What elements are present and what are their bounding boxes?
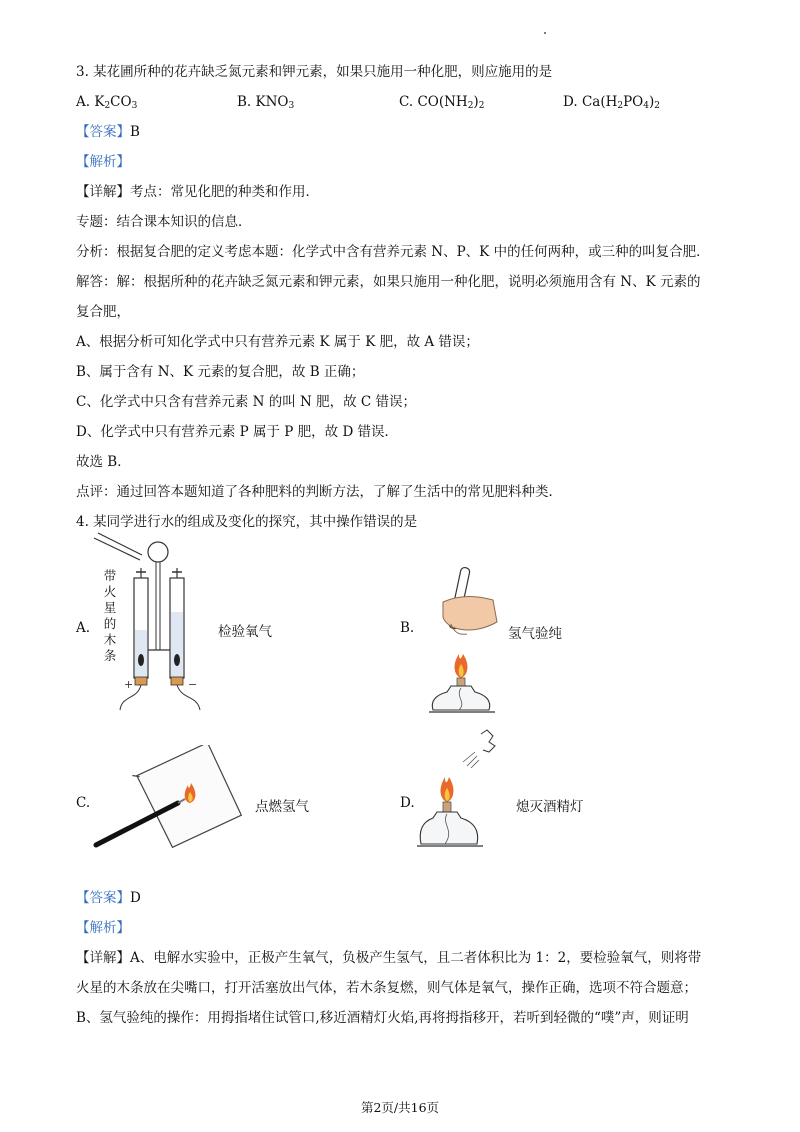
detail-tag: 【详解】 [76, 950, 130, 966]
q3-line: B、属于含有 N、K 元素的复合肥，故 B 正确； [76, 364, 365, 380]
q4-line: 火星的木条放在尖嘴口，打开活塞放出气体，若木条复燃，则气体是氧气，操作正确，选项不符合题意； [76, 980, 697, 996]
q4-option-a-caption: 检验氧气 [218, 624, 272, 640]
q4-line: B、氢气验纯的操作：用拇指堵住试管口,移近酒精灯火焰,再将拇指移开，若听到轻微的“噗”声，则证明 [76, 1010, 689, 1026]
q4-answer: 【答案】D [76, 890, 141, 906]
q4-option-d-caption: 熄灭酒精灯 [516, 799, 584, 815]
q3-option-c: C. $CO(NH_2)_2$ [399, 94, 485, 111]
q3-answer: 【答案】B [76, 124, 140, 140]
q4-option-c-caption: 点燃氢气 [255, 799, 309, 815]
igniting-hydrogen-illustration [90, 745, 245, 857]
extinguish-alcohol-lamp-illustration [415, 722, 515, 857]
q3-line: C、化学式中只含有营养元素 N 的叫 N 肥，故 C 错误； [76, 394, 417, 410]
q3-analysis-tag: 【解析】 [76, 154, 130, 170]
answer-tag: 【答案】 [76, 124, 130, 140]
q4-option-d-letter: D. [400, 795, 415, 811]
q3-line: 点评：通过回答本题知道了各种肥料的判断方法，了解了生活中的常见肥料种类． [76, 484, 562, 500]
plus-sign: + [124, 678, 134, 691]
q3-option-d: D. $Ca(H_2PO_4)_2$ [563, 94, 660, 111]
q4-stem: 4. 某同学进行水的组成及变化的探究，其中操作错误的是 [76, 514, 418, 530]
q3-detail: 【详解】考点：常见化肥的种类和作用． [76, 184, 319, 200]
q3-line: 故选 B． [76, 454, 131, 470]
q4-analysis-tag: 【解析】 [76, 920, 130, 936]
q3-line: 复合肥， [76, 304, 130, 320]
q3-line: A、根据分析可知化学式中只有营养元素 K 属于 K 肥，故 A 错误； [76, 334, 479, 350]
q4-option-b-caption: 氢气验纯 [508, 626, 562, 642]
q3-option-a: A. $K_2CO_3$ [76, 94, 138, 111]
q3-line: 分析：根据复合肥的定义考虑本题：化学式中含有营养元素 N、P、K 中的任何两种，或三种的叫复合肥． [76, 244, 710, 260]
page-footer: 第2页/共16页 [360, 1100, 440, 1115]
stray-dot [544, 32, 546, 34]
q4-detail: 【详解】A、电解水实验中，正极产生氧气，负极产生氢气，且二者体积比为 1：2，要检验氧气，则将带 [76, 950, 702, 966]
q3-line: D、化学式中只有营养元素 P 属于 P 肥，故 D 错误． [76, 424, 399, 440]
q4-option-b-letter: B. [400, 620, 415, 636]
q4-option-c-letter: C. [76, 795, 91, 811]
q3-stem: 3. 某花圃所种的花卉缺乏氮元素和钾元素，如果只施用一种化肥，则应施用的是 [76, 64, 553, 80]
minus-sign: − [188, 678, 198, 691]
q4-option-a-side-text: 带火星的木条 [103, 568, 117, 663]
q3-line: 专题：结合课本知识的信息． [76, 214, 252, 230]
answer-tag: 【答案】 [76, 890, 130, 906]
hydrogen-purity-test-illustration [415, 562, 510, 717]
q3-line: 解答：解：根据所种的花卉缺乏氮元素和钾元素，如果只施用一种化肥，说明必须施用含有 N、K 元素的 [76, 274, 701, 290]
detail-tag: 【详解】 [76, 184, 130, 200]
electrolysis-apparatus-illustration [92, 530, 212, 715]
q3-option-b: B. $KNO_3$ [237, 94, 295, 111]
q4-option-a-letter: A. [76, 620, 91, 636]
